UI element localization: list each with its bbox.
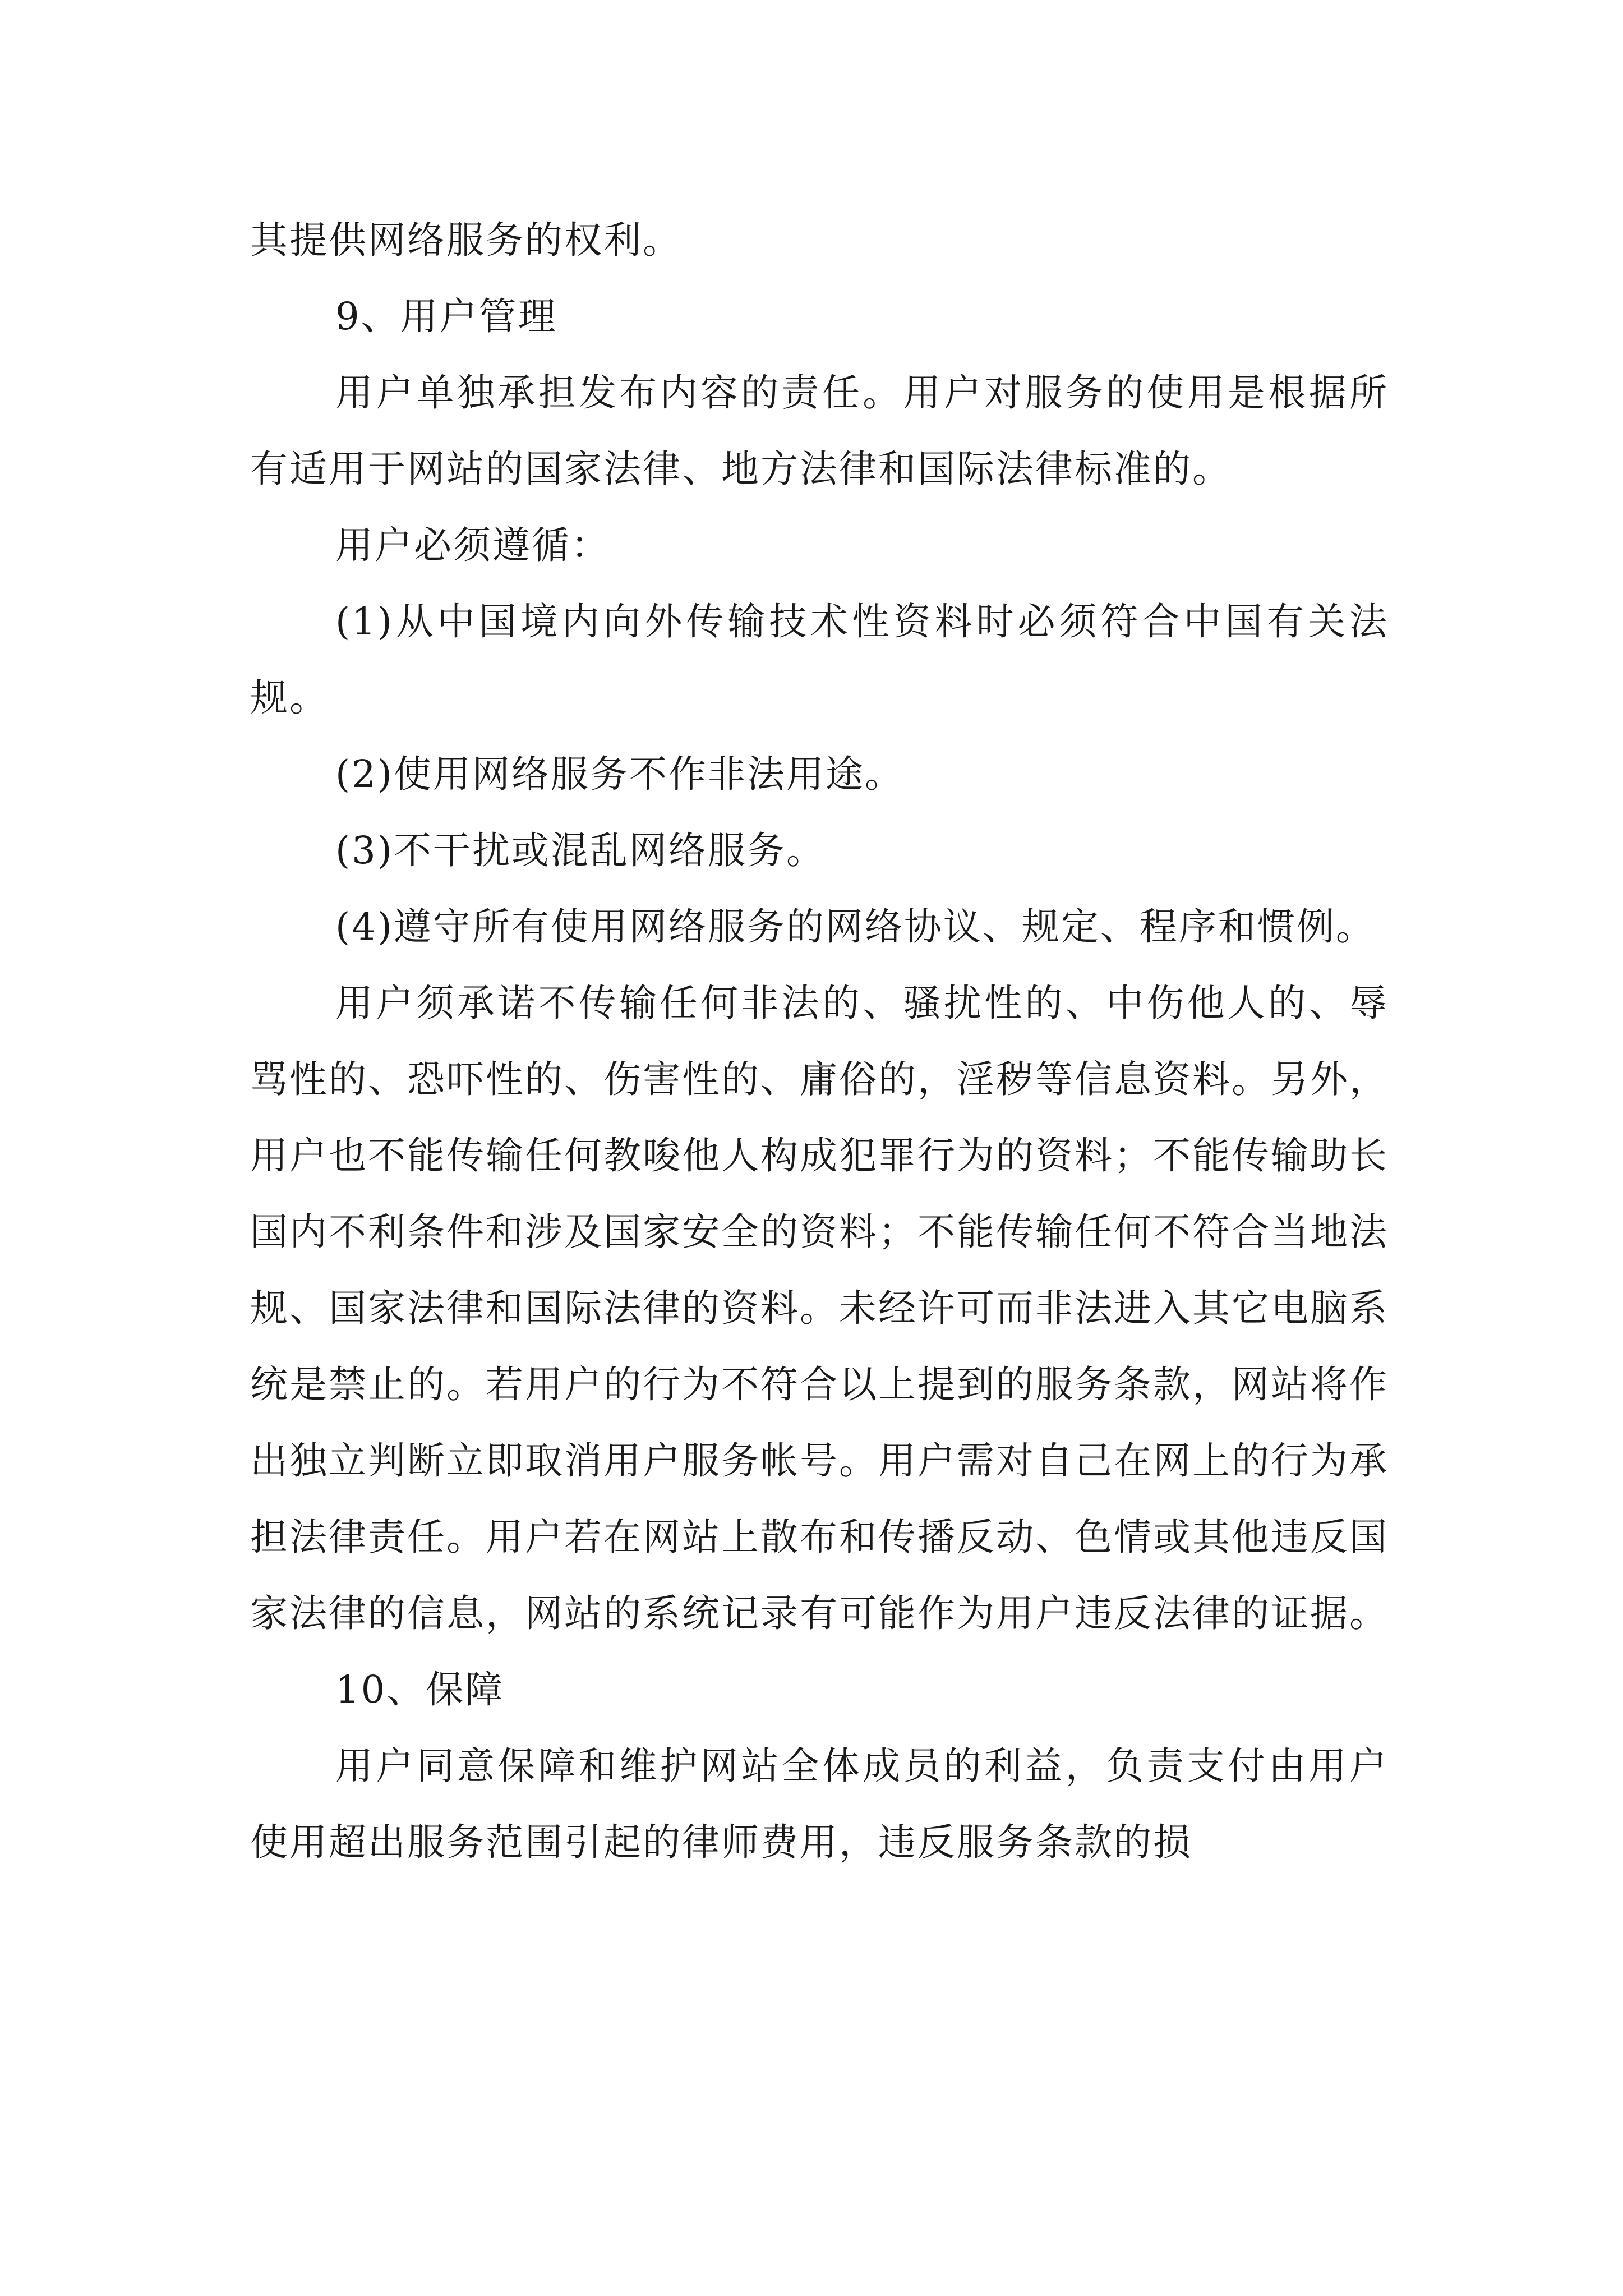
paragraph-user-commitment: 用户须承诺不传输任何非法的、骚扰性的、中伤他人的、辱骂性的、恐吓性的、伤害性的、庸俗的，淫秽等信息资料。另外，用户也不能传输任何教唆他人构成犯罪行为的资料；不能传输助长国内不利条件和涉及国家安全的资料；不能传输任何不符合当地法规、国家法律和国际法律的资料。未经许可而非法进入其它电脑系统是禁止的。若用户的行为不符合以上提到的服务条款，网站将作出独立判断立即取消用户服务帐号。用户需对自己在网上的行为承担法律责任。用户若在网站上散布和传播反动、色情或其他违反国家法律的信息，网站的系统记录有可能作为用户违反法律的证据。 xyxy=(250,981,1389,1635)
list-item-1: (1)从中国境内向外传输技术性资料时必须符合中国有关法规。 xyxy=(250,600,1389,720)
paragraph-user-responsibility: 用户单独承担发布内容的责任。用户对服务的使用是根据所有适用于网站的国家法律、地方法律和国际法律标准的。 xyxy=(250,371,1389,491)
list-item-4: (4)遵守所有使用网络服务的网络协议、规定、程序和惯例。 xyxy=(335,905,1375,949)
paragraph-user-must-follow: 用户必须遵循： xyxy=(335,523,610,567)
paragraph-user-agrees: 用户同意保障和维护网站全体成员的利益，负责支付由用户使用超出服务范围引起的律师费用，违反服务条款的损 xyxy=(250,1744,1389,1864)
section-heading-user-management: 9、用户管理 xyxy=(335,295,557,338)
list-item-2: (2)使用网络服务不作非法用途。 xyxy=(335,752,904,796)
paragraph-continuation: 其提供网络服务的权利。 xyxy=(250,218,682,262)
section-heading-guarantee: 10、保障 xyxy=(335,1668,505,1711)
document-body xyxy=(250,202,1389,1880)
list-item-3: (3)不干扰或混乱网络服务。 xyxy=(335,829,826,872)
